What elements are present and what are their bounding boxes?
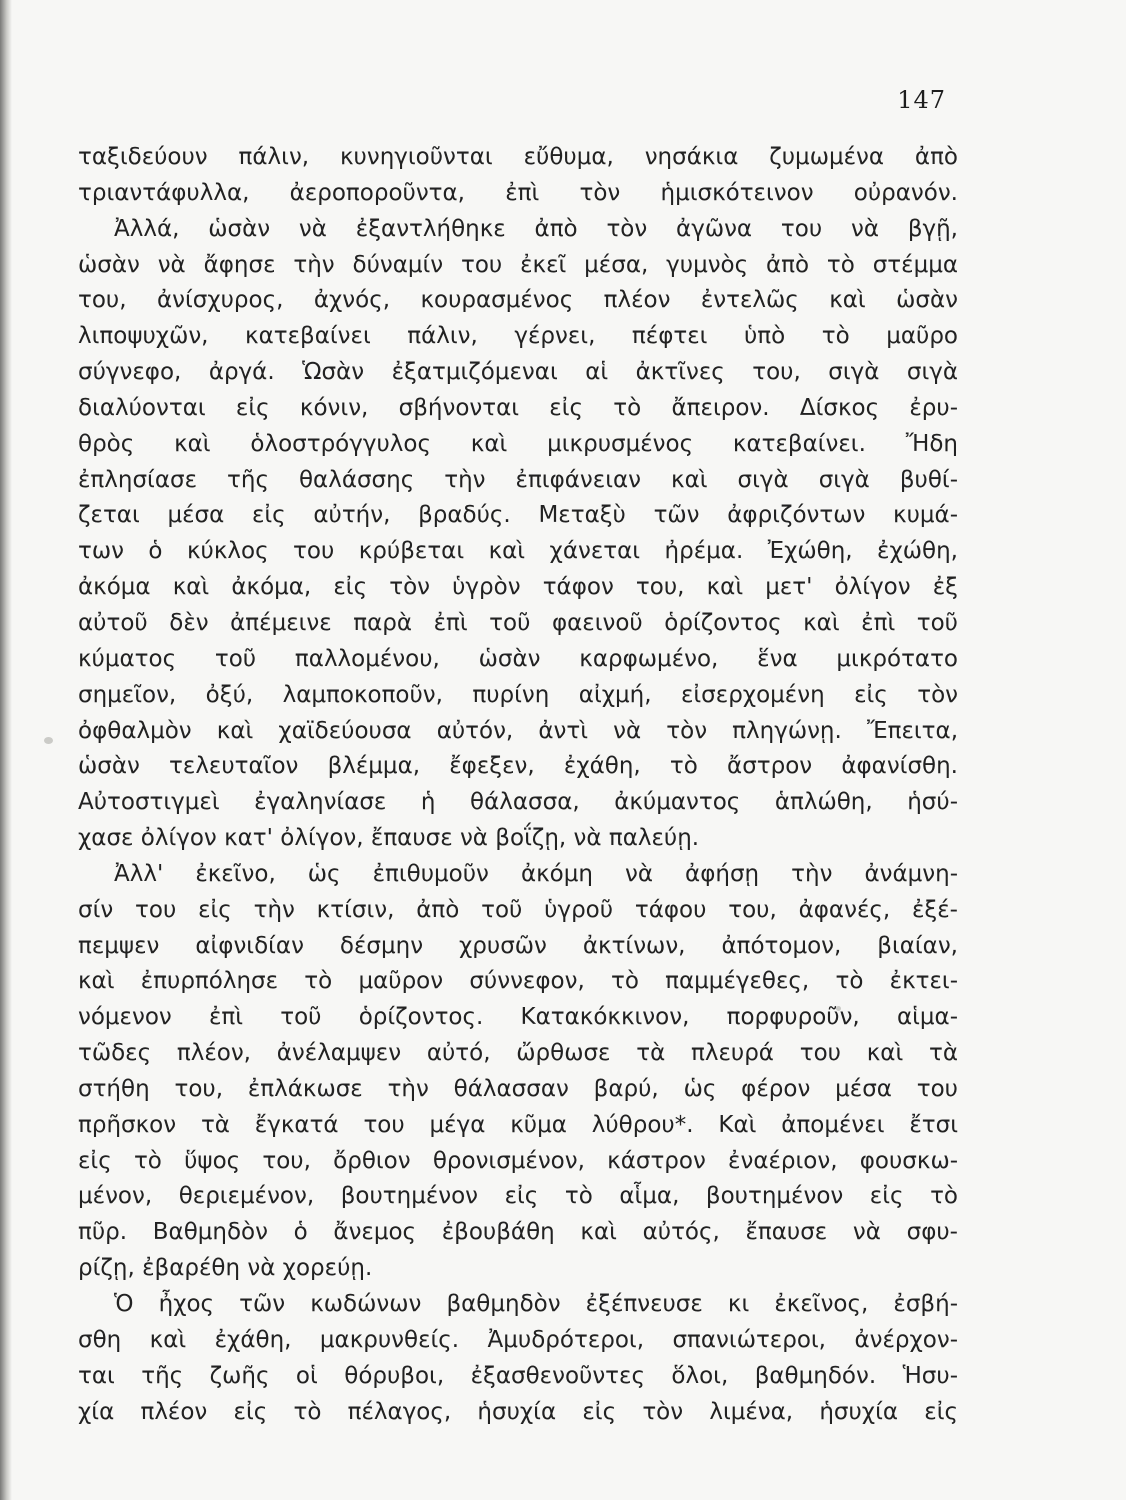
text-line: κύματος τοῦ παλλομένου, ὡσὰν καρφωμένο, ἕνα μικρότατο bbox=[78, 645, 958, 672]
binding-edge-shadow bbox=[0, 0, 12, 1500]
text-line: διαλύονται εἰς κόνιν, σβήνονται εἰς τὸ ἄπειρον. Δίσκος ἐρυ- bbox=[78, 394, 958, 421]
text-line: Αὐτοστιγμεὶ ἐγαληνίασε ἡ θάλασσα, ἀκύμαντος ἁπλώθη, ἡσύ- bbox=[78, 789, 958, 816]
text-line: σθη καὶ ἐχάθη, μακρυνθείς. Ἀμυδρότεροι, σπανιώτεροι, ἀνέρχον- bbox=[78, 1326, 958, 1353]
text-line: χία πλέον εἰς τὸ πέλαγος, ἡσυχία εἰς τὸν λιμένα, ἡσυχία εἰς bbox=[78, 1398, 958, 1425]
text-line: πρῆσκον τὰ ἔγκατά του μέγα κῦμα λύθρου*. Καὶ ἀπομένει ἔτσι bbox=[78, 1111, 958, 1138]
text-line: ἀκόμα καὶ ἀκόμα, εἰς τὸν ὑγρὸν τάφον του, καὶ μετ' ὀλίγον ἐξ bbox=[78, 574, 958, 601]
page-number: 147 bbox=[897, 86, 946, 114]
text-line: στήθη του, ἐπλάκωσε τὴν θάλασσαν βαρύ, ὡς φέρον μέσα του bbox=[78, 1075, 958, 1102]
text-line: ὀφθαλμὸν καὶ χαϊδεύουσα αὐτόν, ἀντὶ νὰ τὸν πληγώνῃ. Ἔπειτα, bbox=[78, 717, 958, 744]
scan-speck bbox=[836, 1006, 841, 1011]
text-line: τριαντάφυλλα, ἀεροποροῦντα, ἐπὶ τὸν ἡμισκότεινον οὐρανόν. bbox=[78, 179, 958, 206]
text-line: πεμψεν αἰφνιδίαν δέσμην χρυσῶν ἀκτίνων, ἀπότομον, βιαίαν, bbox=[78, 932, 958, 959]
text-line: ρίζῃ, ἐβαρέθη νὰ χορεύῃ. bbox=[78, 1255, 373, 1282]
text-line: των ὁ κύκλος του κρύβεται καὶ χάνεται ἠρέμα. Ἐχώθη, ἐχώθη, bbox=[78, 538, 958, 565]
text-line: σίν του εἰς τὴν κτίσιν, ἀπὸ τοῦ ὑγροῦ τάφου του, ἀφανές, ἐξέ- bbox=[78, 896, 958, 923]
text-line: νόμενον ἐπὶ τοῦ ὁρίζοντος. Κατακόκκινον, πορφυροῦν, αἱμα- bbox=[78, 1004, 958, 1031]
text-line: σημεῖον, ὀξύ, λαμποκοποῦν, πυρίνη αἰχμή, εἰσερχομένη εἰς τὸν bbox=[78, 681, 958, 708]
body-text bbox=[78, 140, 958, 1430]
text-line: Ὁ ἦχος τῶν κωδώνων βαθμηδὸν ἐξέπνευσε κι ἐκεῖνος, ἐσβή- bbox=[114, 1291, 958, 1317]
scan-speck bbox=[44, 737, 53, 744]
text-line: ὡσὰν τελευταῖον βλέμμα, ἔφεξεν, ἐχάθη, τὸ ἄστρον ἀφανίσθη. bbox=[78, 753, 958, 780]
text-line: λιποψυχῶν, κατεβαίνει πάλιν, γέρνει, πέφτει ὑπὸ τὸ μαῦρο bbox=[78, 323, 958, 350]
text-line: ταξιδεύουν πάλιν, κυνηγιοῦνται εὔθυμα, νησάκια ζυμωμένα ἀπὸ bbox=[78, 144, 958, 170]
text-line: ζεται μέσα εἰς αὐτήν, βραδύς. Μεταξὺ τῶν ἀφριζόντων κυμά- bbox=[78, 502, 958, 529]
text-line: μένον, θεριεμένον, βουτημένον εἰς τὸ αἷμα, βουτημένον εἰς τὸ bbox=[78, 1183, 958, 1210]
text-line: χασε ὀλίγον κατ' ὀλίγον, ἔπαυσε νὰ βοΐζῃ, νὰ παλεύῃ. bbox=[78, 825, 700, 852]
text-line: ἐπλησίασε τῆς θαλάσσης τὴν ἐπιφάνειαν καὶ σιγὰ σιγὰ βυθί- bbox=[78, 466, 958, 493]
text-line: καὶ ἐπυρπόλησε τὸ μαῦρον σύννεφον, τὸ παμμέγεθες, τὸ ἐκτει- bbox=[78, 968, 958, 995]
text-line: τῶδες πλέον, ἀνέλαμψεν αὐτό, ὤρθωσε τὰ πλευρά του καὶ τὰ bbox=[78, 1040, 958, 1067]
text-line: θρὸς καὶ ὁλοστρόγγυλος καὶ μικρυσμένος κατεβαίνει. Ἤδη bbox=[78, 430, 958, 457]
text-line: πῦρ. Βαθμηδὸν ὁ ἄνεμος ἐβουβάθη καὶ αὐτός, ἔπαυσε νὰ σφυ- bbox=[78, 1219, 958, 1246]
text-line: Ἀλλ' ἐκεῖνο, ὡς ἐπιθυμοῦν ἀκόμη νὰ ἀφήσῃ τὴν ἀνάμνη- bbox=[114, 860, 958, 887]
text-line: ὡσὰν νὰ ἄφησε τὴν δύναμίν του ἐκεῖ μέσα, γυμνὸς ἀπὸ τὸ στέμμα bbox=[78, 251, 958, 278]
text-line: Ἀλλά, ὡσὰν νὰ ἐξαντλήθηκε ἀπὸ τὸν ἀγῶνα του νὰ βγῇ, bbox=[114, 215, 958, 242]
text-line: σύγνεφο, ἀργά. Ὡσὰν ἐξατμιζόμεναι αἱ ἀκτῖνες του, σιγὰ σιγὰ bbox=[78, 359, 958, 386]
text-line: εἰς τὸ ὕψος του, ὄρθιον θρονισμένον, κάστρον ἐναέριον, φουσκω- bbox=[78, 1147, 958, 1174]
text-line: αὐτοῦ δὲν ἀπέμεινε παρὰ ἐπὶ τοῦ φαεινοῦ ὁρίζοντος καὶ ἐπὶ τοῦ bbox=[78, 609, 958, 636]
text-line: ται τῆς ζωῆς οἱ θόρυβοι, ἐξασθενοῦντες ὅλοι, βαθμηδόν. Ἡσυ- bbox=[78, 1362, 958, 1389]
text-line: του, ἀνίσχυρος, ἀχνός, κουρασμένος πλέον ἐντελῶς καὶ ὡσὰν bbox=[78, 287, 958, 314]
